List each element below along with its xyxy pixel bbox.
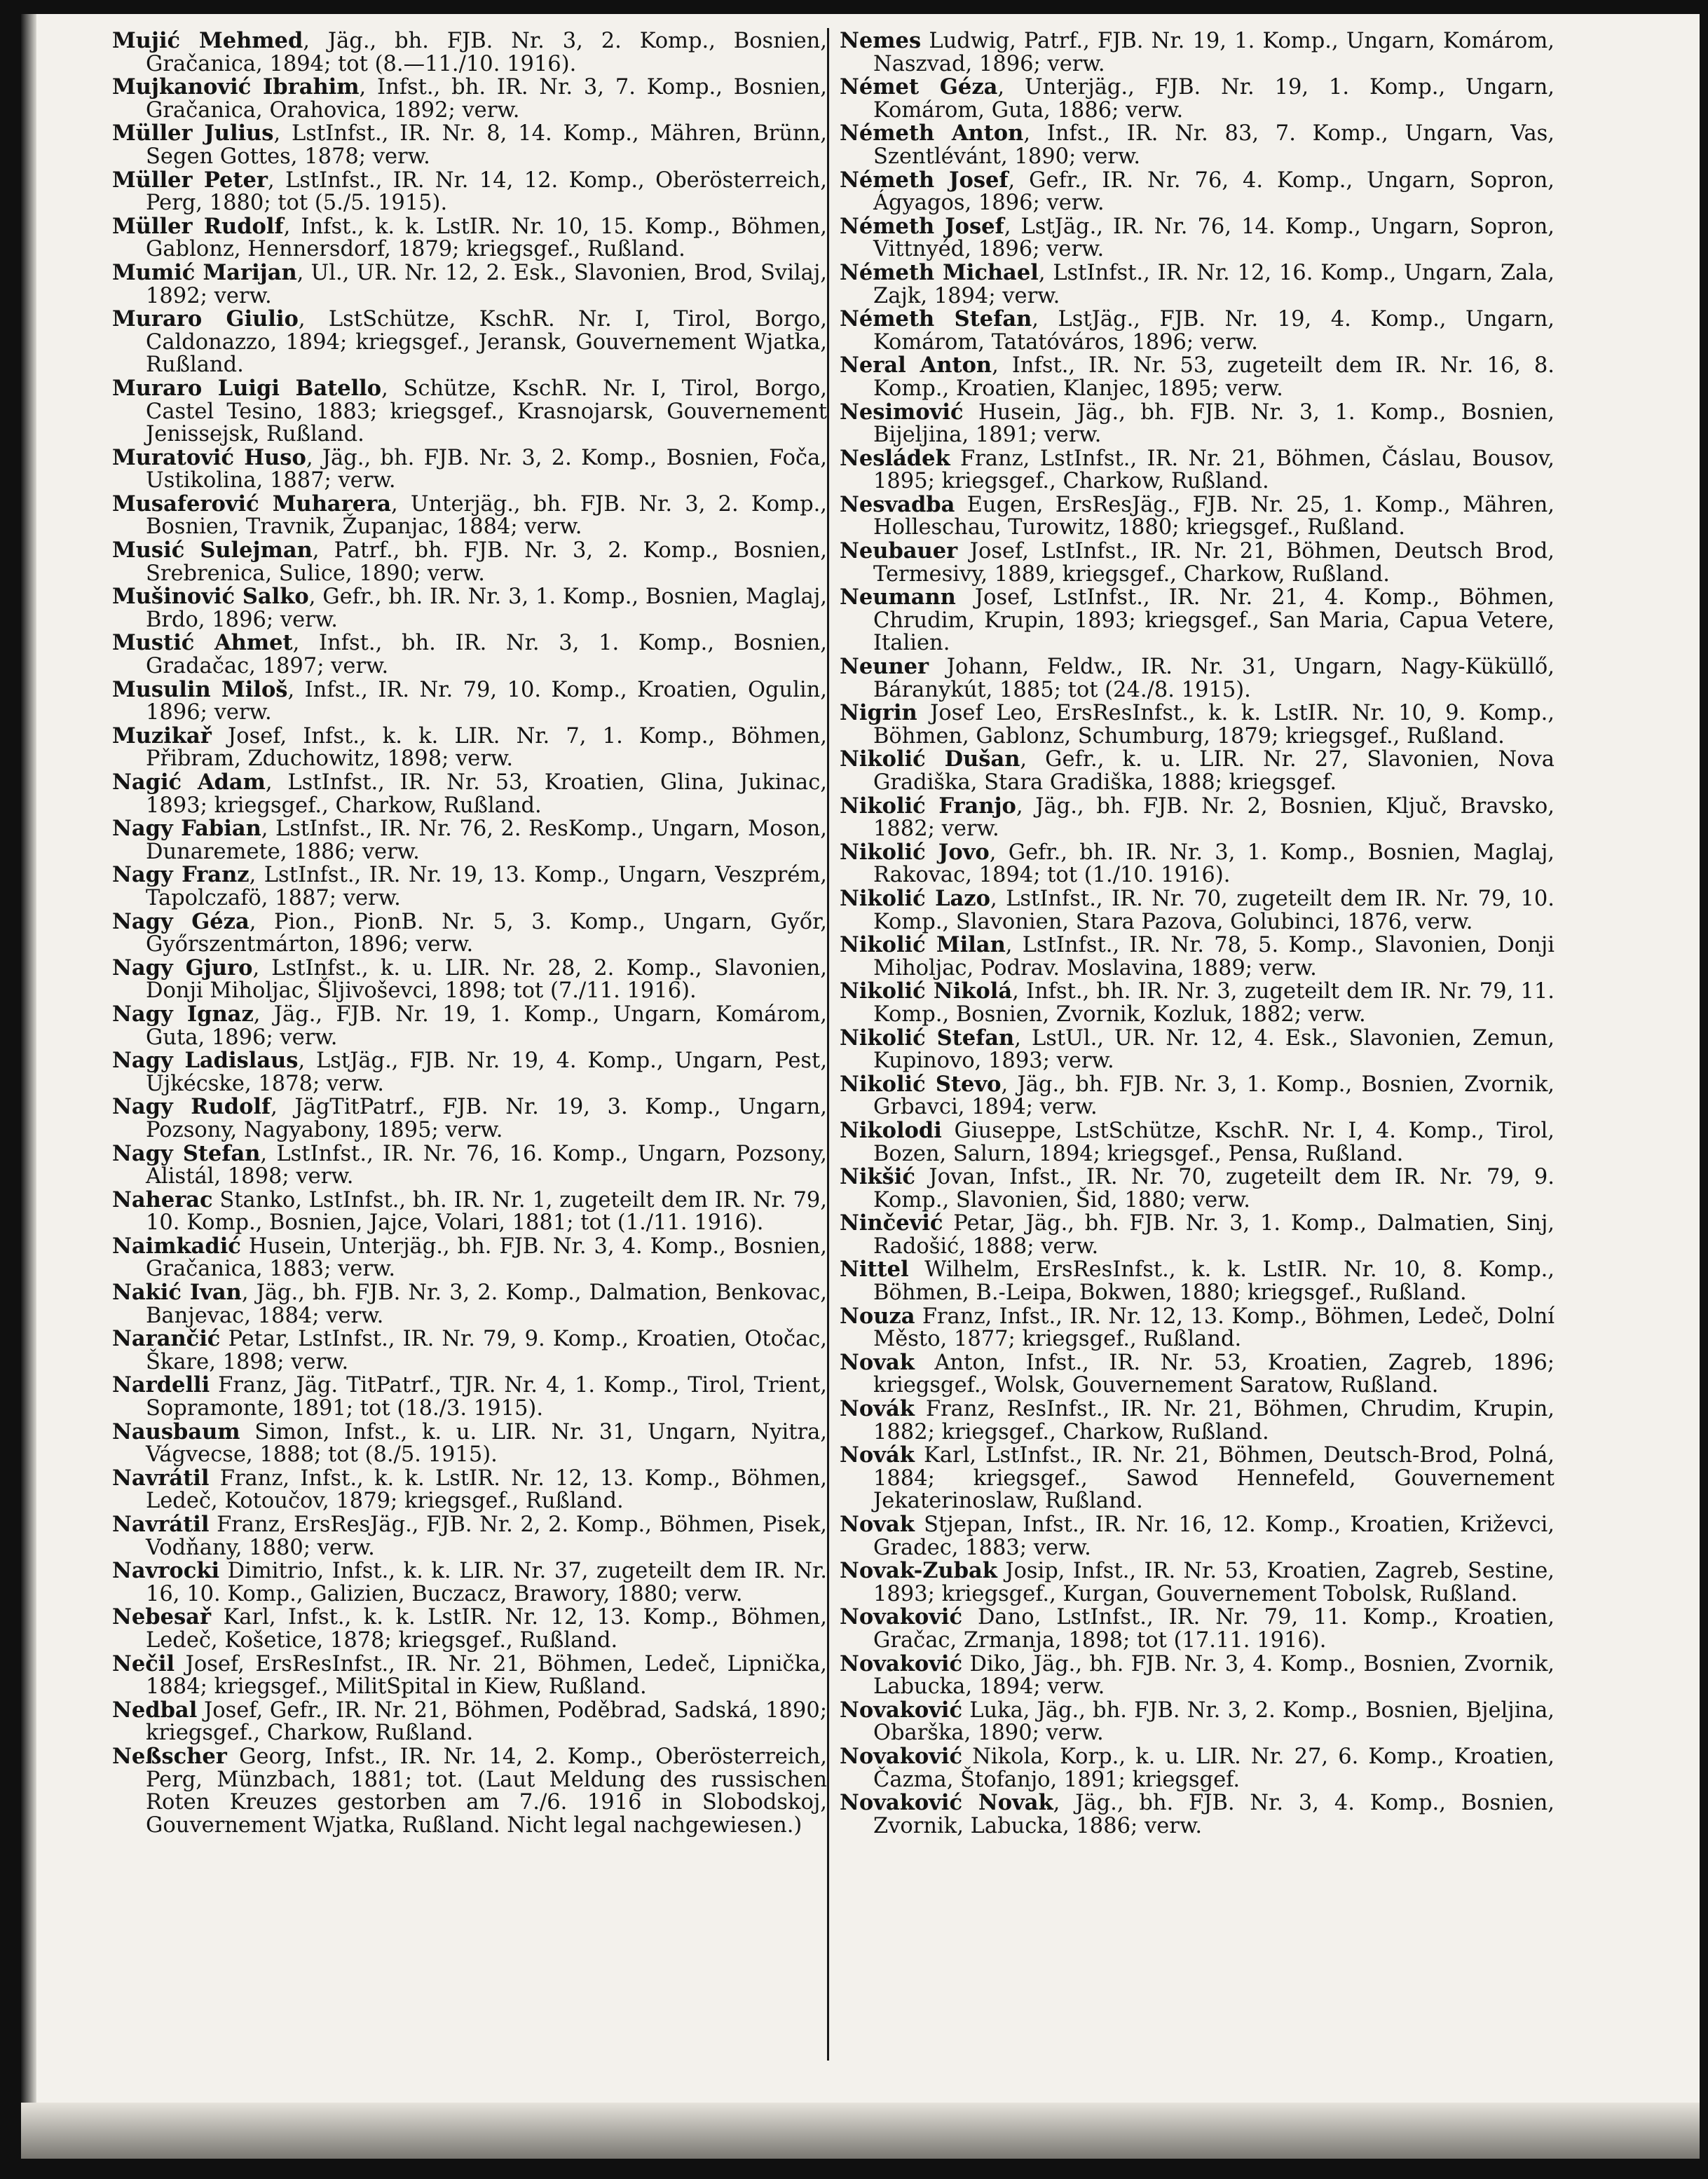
entry-name: Németh Anton — [840, 121, 1024, 146]
entry-details: , LstInfst., IR. Nr. 78, 5. Komp., Slavonien, Donji Miholjac, Podrav. Moslavina, 1889; verw. — [873, 933, 1555, 981]
entry — [840, 1166, 1555, 1212]
entry-details: , LstInfst., IR. Nr. 70, zugeteilt dem IR. Nr. 79, 10. Komp., Slavonien, Stara Pazova, Golubinci, 1876, verw. — [873, 886, 1555, 934]
entry-name: Nikolić Dušan — [840, 746, 1020, 772]
entry-name: Nigrin — [840, 700, 917, 726]
entry-name: Novák — [840, 1442, 915, 1468]
entry-details: Stanko, LstInfst., bh. IR. Nr. 1, zugeteilt dem IR. Nr. 79, 10. Komp., Bosnien, Jajce, Volari, 1881; tot (1./11. 1916). — [146, 1187, 827, 1236]
entry-name: Novaković — [840, 1697, 963, 1723]
entry-details: Josef, LstInfst., IR. Nr. 21, Böhmen, Deutsch Brod, Termesivy, 1889, kriegsgef., Charkow, Rußland. — [873, 539, 1555, 587]
entry — [840, 1351, 1555, 1398]
entry-name: Novák — [840, 1396, 915, 1422]
entry-details: , Gefr., bh. IR. Nr. 3, 1. Komp., Bosnien, Maglaj, Brdo, 1896; verw. — [146, 585, 828, 632]
entry-name: Muraro Giulio — [112, 306, 299, 332]
entry — [112, 1421, 827, 1467]
entry-name: Nečil — [112, 1651, 175, 1676]
entry-details: Giuseppe, LstSchütze, KschR. Nr. I, 4. Komp., Tirol, Bozen, Salurn, 1894; kriegsgef., Pensa, Rußland. — [873, 1118, 1555, 1166]
entry-details: , Infst., IR. Nr. 79, 10. Komp., Kroatien, Ogulin, 1896; verw. — [146, 677, 827, 725]
entry-name: Müller Rudolf — [112, 213, 284, 239]
entry — [112, 1467, 827, 1513]
entry-name: Nardelli — [112, 1372, 210, 1398]
entry-name: Neuner — [840, 654, 929, 680]
entry-details: , Gefr., IR. Nr. 76, 4. Komp., Ungarn, Sopron, Ágyagos, 1896; verw. — [873, 168, 1555, 216]
entry-name: Navrátil — [112, 1512, 210, 1537]
entry — [112, 539, 827, 585]
entry — [112, 678, 827, 725]
entry-name: Nikolodi — [840, 1117, 942, 1143]
entry-details: Josef, LstInfst., IR. Nr. 21, 4. Komp., Böhmen, Chrudim, Krupin, 1893; kriegsgef., San Maria, Capua Vetere, Italien. — [873, 585, 1555, 656]
entry — [840, 586, 1555, 655]
entry-details: Franz, LstInfst., IR. Nr. 21, Böhmen, Čáslau, Bousov, 1895; kriegsgef., Charkow, Rußland. — [873, 446, 1555, 494]
page-bottom-shadow — [21, 2103, 1700, 2159]
entry-name: Nikšić — [840, 1164, 915, 1190]
entry-details: , Jäg., bh. FJB. Nr. 3, 1. Komp., Bosnien, Zvornik, Grbavci, 1894; verw. — [873, 1072, 1555, 1120]
entry-details: Simon, Infst., k. u. LIR. Nr. 31, Ungarn, Nyitra, Vágvecse, 1888; tot (8./5. 1915). — [146, 1419, 827, 1468]
entry-details: Franz, ErsResJäg., FJB. Nr. 2, 2. Komp., Böhmen, Pisek, Vodňany, 1880; verw. — [146, 1512, 827, 1560]
entry-details: , Jäg., bh. FJB. Nr. 3, 2. Komp., Dalmation, Benkovac, Banjevac, 1884; verw. — [146, 1280, 827, 1328]
entry — [112, 1374, 827, 1420]
entry-details: , Jäg., bh. FJB. Nr. 2, Bosnien, Ključ, Bravsko, 1882; verw. — [873, 793, 1555, 842]
right-column — [840, 29, 1555, 1838]
entry-name: Muraro Luigi Batello — [112, 375, 382, 401]
entry-details: Husein, Unterjäg., bh. FJB. Nr. 3, 4. Komp., Bosnien, Gračanica, 1883; verw. — [146, 1234, 827, 1282]
entry-name: Nikolić Stevo — [840, 1071, 1002, 1097]
entry — [112, 122, 827, 168]
entry-details: , Schütze, KschR. Nr. I, Tirol, Borgo, Castel Tesino, 1883; kriegsgef., Krasnojarsk, Gouvernement Jenissejsk, Rußland. — [146, 376, 827, 447]
entry-name: Nausbaum — [112, 1419, 240, 1444]
entry-name: Musić Sulejman — [112, 538, 313, 563]
entry-name: Németh Josef — [840, 167, 1009, 193]
entry-name: Nakić Ivan — [112, 1280, 242, 1306]
entry-name: Nagić Adam — [112, 770, 266, 795]
entry-details: Josip, Infst., IR. Nr. 53, Kroatien, Zagreb, Sestine, 1893; kriegsgef., Kurgan, Gouvernement Tobolsk, Rußland. — [873, 1559, 1555, 1606]
entry — [840, 261, 1555, 308]
entry — [840, 934, 1555, 980]
entry-name: Nagy Ladislaus — [112, 1048, 299, 1074]
entry-name: Németh Michael — [840, 259, 1039, 285]
entry-details: Eugen, ErsResJäg., FJB. Nr. 25, 1. Komp., Mähren, Holleschau, Turowitz, 1880; kriegsgef., Rußland. — [873, 492, 1555, 540]
entry — [112, 308, 827, 377]
entry-name: Ninčević — [840, 1210, 943, 1236]
entry — [840, 1791, 1555, 1838]
entry — [840, 29, 1555, 76]
entry — [112, 1327, 827, 1374]
entry — [112, 1745, 827, 1837]
entry — [112, 725, 827, 771]
entry — [112, 76, 827, 122]
entry — [840, 1305, 1555, 1351]
entry-details: , Jäg., bh. FJB. Nr. 3, 2. Komp., Bosnien, Gračanica, 1894; tot (8.—11./10. 1916). — [146, 29, 827, 76]
entry — [840, 76, 1555, 122]
entry-details: Dimitrio, Infst., k. k. LIR. Nr. 37, zugeteilt dem IR. Nr. 16, 10. Komp., Galizien, Buczacz, Brawory, 1880; verw. — [146, 1559, 827, 1606]
entry — [840, 169, 1555, 215]
entry — [840, 1559, 1555, 1606]
entry-name: Nesládek — [840, 445, 950, 471]
entry-name: Musulin Miloš — [112, 676, 288, 702]
entry — [840, 1513, 1555, 1559]
entry — [840, 841, 1555, 887]
entry-details: , Infst., IR. Nr. 83, 7. Komp., Ungarn, Vas, Szentlévánt, 1890; verw. — [873, 121, 1555, 169]
entry — [112, 1095, 827, 1142]
entry — [840, 1119, 1555, 1166]
entry-name: Mumić Marijan — [112, 259, 297, 285]
entry — [840, 1606, 1555, 1652]
entry — [112, 817, 827, 863]
entry — [840, 1073, 1555, 1119]
entry-name: Musaferović Muharera — [112, 491, 391, 517]
entry-name: Nesvadba — [840, 491, 955, 517]
entry-details: , Pion., PionB. Nr. 5, 3. Komp., Ungarn, Győr, Győrszentmárton, 1896; verw. — [146, 909, 827, 957]
entry-details: , Jäg., bh. FJB. Nr. 3, 2. Komp., Bosnien, Foča, Ustikolina, 1887; verw. — [146, 445, 827, 493]
entry — [840, 1745, 1555, 1791]
entry-name: Novak-Zubak — [840, 1558, 997, 1584]
left-column — [112, 29, 827, 1837]
entry — [112, 863, 827, 910]
entry-details: , LstUl., UR. Nr. 12, 4. Esk., Slavonien, Zemun, Kupinovo, 1893; verw. — [873, 1025, 1555, 1074]
page-edge-shadow — [21, 14, 36, 2159]
entry — [840, 795, 1555, 841]
entry — [112, 910, 827, 957]
entry-name: Mujić Mehmed — [112, 28, 303, 53]
entry-details: , LstJäg., IR. Nr. 76, 14. Komp., Ungarn, Sopron, Vittnyéd, 1896; verw. — [873, 214, 1555, 262]
entry-details: Franz, Infst., k. k. LstIR. Nr. 12, 13. Komp., Böhmen, Ledeč, Kotoučov, 1879; kriegsgef., Rußland. — [146, 1466, 827, 1514]
entry-name: Müller Peter — [112, 167, 268, 193]
entry — [112, 169, 827, 215]
entry-name: Mujkanović Ibrahim — [112, 74, 360, 100]
entry-name: Nagy Franz — [112, 862, 250, 888]
entry-details: Luka, Jäg., bh. FJB. Nr. 3, 2. Komp., Bosnien, Bjeljina, Obarška, 1890; verw. — [873, 1698, 1555, 1746]
entry-name: Nagy Géza — [112, 908, 250, 934]
entry-name: Neral Anton — [840, 353, 992, 378]
entry-details: Karl, LstInfst., IR. Nr. 21, Böhmen, Deutsch-Brod, Polná, 1884; kriegsgef., Sawod Hennefeld, Gouvernement Jekaterinoslaw, Rußland. — [873, 1443, 1555, 1514]
entry — [112, 585, 827, 631]
document-page — [21, 14, 1700, 2159]
entry-name: Nikolić Lazo — [840, 885, 990, 911]
entry-name: Novak — [840, 1349, 915, 1375]
entry-details: Anton, Infst., IR. Nr. 53, Kroatien, Zagreb, 1896; kriegsgef., Wolsk, Gouvernement Saratow, Rußland. — [873, 1350, 1555, 1398]
entry-details: , Infst., IR. Nr. 53, zugeteilt dem IR. Nr. 16, 8. Komp., Kroatien, Klanjec, 1895; verw. — [873, 353, 1555, 401]
entry — [112, 1189, 827, 1235]
entry-name: Nedbal — [112, 1697, 198, 1723]
entry-details: Stjepan, Infst., IR. Nr. 16, 12. Komp., Kroatien, Križevci, Gradec, 1883; verw. — [873, 1512, 1555, 1560]
entry-name: Németh Josef — [840, 213, 1004, 239]
entry-details: Petar, Jäg., bh. FJB. Nr. 3, 1. Komp., Dalmatien, Sinj, Radošić, 1888; verw. — [873, 1211, 1555, 1259]
entry-name: Nikolić Stefan — [840, 1025, 1015, 1051]
entry-details: , LstInfst., k. u. LIR. Nr. 28, 2. Komp., Slavonien, Donji Miholjac, Šljivoševci, 1898; tot (7./11. 1916). — [146, 955, 827, 1004]
entry-name: Narančić — [112, 1326, 221, 1352]
entry-details: Franz, Infst., IR. Nr. 12, 13. Komp., Böhmen, Ledeč, Dolní Město, 1877; kriegsgef., Rußland. — [873, 1304, 1555, 1352]
entry — [840, 215, 1555, 261]
entry — [840, 655, 1555, 702]
entry — [840, 748, 1555, 794]
entry — [840, 122, 1555, 168]
entry-name: Naimkadić — [112, 1233, 241, 1259]
entry-name: Navrátil — [112, 1465, 210, 1491]
entry — [112, 377, 827, 446]
entry-details: , Jäg., FJB. Nr. 19, 1. Komp., Ungarn, Komárom, Guta, 1896; verw. — [146, 1002, 827, 1050]
entry-details: Husein, Jäg., bh. FJB. Nr. 3, 1. Komp., Bosnien, Bijeljina, 1891; verw. — [873, 399, 1555, 448]
entry-name: Novaković — [840, 1604, 963, 1630]
entry-details: , Infst., bh. IR. Nr. 3, 1. Komp., Bosnien, Gradačac, 1897; verw. — [146, 631, 827, 679]
entry-name: Nagy Ignaz — [112, 1001, 254, 1027]
entry-name: Nikolić Nikolá — [840, 978, 1013, 1004]
entry-details: , LstInfst., IR. Nr. 19, 13. Komp., Ungarn, Veszprém, Tapolczafö, 1887; verw. — [146, 863, 827, 910]
entry-details: , Gefr., bh. IR. Nr. 3, 1. Komp., Bosnien, Maglaj, Rakovac, 1894; tot (1./10. 1916). — [873, 840, 1555, 888]
entry-details: , LstInfst., IR. Nr. 76, 2. ResKomp., Ungarn, Moson, Dunaremete, 1886; verw. — [146, 817, 827, 864]
entry — [112, 1606, 827, 1652]
entry — [840, 1212, 1555, 1258]
entry-name: Naherac — [112, 1187, 213, 1213]
entry-details: , Unterjäg., FJB. Nr. 19, 1. Komp., Ungarn, Komárom, Guta, 1886; verw. — [873, 75, 1555, 123]
entry-details: , JägTitPatrf., FJB. Nr. 19, 3. Komp., Ungarn, Pozsony, Nagyabony, 1895; verw. — [146, 1095, 827, 1142]
entry-name: Nagy Rudolf — [112, 1094, 271, 1120]
entry-details: , LstInfst., IR. Nr. 12, 16. Komp., Ungarn, Zala, Zajk, 1894; verw. — [873, 260, 1555, 308]
entry-details: , LstSchütze, KschR. Nr. I, Tirol, Borgo, Caldonazzo, 1894; kriegsgef., Jeransk, Gouvernement Wjatka, Rußland. — [146, 307, 827, 378]
entry-name: Nagy Stefan — [112, 1140, 261, 1166]
entry-details: Diko, Jäg., bh. FJB. Nr. 3, 4. Komp., Bosnien, Zvornik, Labucka, 1894; verw. — [873, 1651, 1555, 1700]
entry — [112, 29, 827, 76]
entry-details: Wilhelm, ErsResInfst., k. k. LstIR. Nr. 10, 8. Komp., Böhmen, B.-Leipa, Bokwen, 1880; kriegsgef., Rußland. — [873, 1257, 1555, 1306]
entry-name: Muzikař — [112, 723, 212, 749]
entry — [112, 957, 827, 1003]
entry-details: Josef, ErsResInfst., IR. Nr. 21, Böhmen, Ledeč, Lipnička, 1884; kriegsgef., MilitSpital in Kiew, Rußland. — [146, 1651, 827, 1700]
entry-details: , LstJäg., FJB. Nr. 19, 4. Komp., Ungarn, Pest, Újkécske, 1878; verw. — [146, 1048, 828, 1096]
entry — [112, 1003, 827, 1049]
entry-details: Dano, LstInfst., IR. Nr. 79, 11. Komp., Kroatien, Gračac, Zrmanja, 1898; tot (17.11. 1916). — [873, 1605, 1555, 1653]
entry — [112, 493, 827, 539]
entry-details: , Ul., UR. Nr. 12, 2. Esk., Slavonien, Brod, Svilaj, 1892; verw. — [146, 260, 827, 308]
entry-details: , Gefr., k. u. LIR. Nr. 27, Slavonien, Nova Gradiška, Stara Gradiška, 1888; kriegsgef. — [873, 747, 1555, 795]
entry-name: Neßscher — [112, 1743, 227, 1769]
entry-name: Novak — [840, 1512, 915, 1537]
entry-details: Josef Leo, ErsResInfst., k. k. LstIR. Nr. 10, 9. Komp., Böhmen, Gablonz, Schumburg, 1879; kriegsgef., Rußland. — [873, 701, 1555, 749]
entry-name: Navrocki — [112, 1558, 220, 1584]
entry-details: , LstInfst., IR. Nr. 76, 16. Komp., Ungarn, Pozsony, Alistál, 1898; verw. — [146, 1141, 828, 1189]
entry-name: Nikolić Milan — [840, 932, 1006, 958]
entry-details: Nikola, Korp., k. u. LIR. Nr. 27, 6. Komp., Kroatien, Čazma, Štofanjo, 1891; kriegsgef. — [873, 1744, 1555, 1792]
entry-details: Georg, Infst., IR. Nr. 14, 2. Komp., Oberösterreich, Perg, Münzbach, 1881; tot. (Laut Meldung des russischen Roten Kreuzes gestorben am 7./6. 1916 in Slobodskoj, Gouvernement Wjatka, Rußland. Nicht legal nachgewiesen.) — [146, 1744, 827, 1838]
entry-details: Petar, LstInfst., IR. Nr. 79, 9. Komp., Kroatien, Otočac, Škare, 1898; verw. — [146, 1327, 827, 1374]
entry — [840, 980, 1555, 1026]
entry-name: Németh Stefan — [840, 306, 1032, 332]
entry-name: Novaković — [840, 1651, 963, 1676]
entry-details: , Jäg., bh. FJB. Nr. 3, 4. Komp., Bosnien, Zvornik, Labucka, 1886; verw. — [873, 1791, 1555, 1838]
entry-name: Nikolić Franjo — [840, 793, 1016, 819]
entry — [112, 1699, 827, 1745]
entry-name: Nemes — [840, 28, 922, 53]
entry-name: Neubauer — [840, 538, 958, 564]
entry — [112, 1142, 827, 1189]
entry — [112, 215, 827, 261]
entry — [112, 631, 827, 678]
entry — [840, 1398, 1555, 1444]
entry — [112, 446, 827, 493]
entry-details: Franz, ResInfst., IR. Nr. 21, Böhmen, Chrudim, Krupin, 1882; kriegsgef., Charkow, Rußland. — [873, 1397, 1555, 1444]
entry-name: Mustić Ahmet — [112, 630, 293, 656]
entry-details: , LstInfst., IR. Nr. 14, 12. Komp., Oberösterreich, Perg, 1880; tot (5./5. 1915). — [146, 168, 827, 216]
entry-details: , Patrf., bh. FJB. Nr. 3, 2. Komp., Bosnien, Srebrenica, Sulice, 1890; verw. — [146, 538, 827, 586]
entry-name: Nittel — [840, 1257, 909, 1283]
column-divider — [827, 28, 829, 2061]
entry-details: Jovan, Infst., IR. Nr. 70, zugeteilt dem IR. Nr. 79, 9. Komp., Slavonien, Šid, 1880; verw. — [873, 1165, 1555, 1213]
entry — [840, 1444, 1555, 1513]
entry — [840, 1653, 1555, 1699]
entry-name: Nebesař — [112, 1604, 212, 1630]
entry-name: Mušinović Salko — [112, 584, 309, 610]
entry — [112, 1559, 827, 1606]
entry — [112, 1281, 827, 1327]
entry-name: Muratović Huso — [112, 444, 306, 470]
entry — [840, 401, 1555, 447]
entry-name: Novaković — [840, 1743, 963, 1769]
entry-details: , LstInfst., IR. Nr. 53, Kroatien, Glina, Jukinac, 1893; kriegsgef., Charkow, Rußland. — [146, 770, 827, 818]
entry — [112, 1049, 827, 1095]
entry-details: Josef, Infst., k. k. LIR. Nr. 7, 1. Komp., Böhmen, Přibram, Zduchowitz, 1898; verw. — [146, 723, 827, 772]
entry — [840, 702, 1555, 748]
entry — [840, 540, 1555, 586]
entry — [840, 1027, 1555, 1073]
entry-name: Nesimović — [840, 399, 964, 425]
entry-details: Franz, Jäg. TitPatrf., TJR. Nr. 4, 1. Komp., Tirol, Trient, Sopramonte, 1891; tot (18./3. 1915). — [146, 1373, 827, 1421]
entry-details: Josef, Gefr., IR. Nr. 21, Böhmen, Poděbrad, Sadská, 1890; kriegsgef., Charkow, Rußland. — [146, 1698, 827, 1746]
entry-details: Karl, Infst., k. k. LstIR. Nr. 12, 13. Komp., Böhmen, Ledeč, Košetice, 1878; kriegsgef., Rußland. — [146, 1605, 827, 1653]
entry-details: , Unterjäg., bh. FJB. Nr. 3, 2. Komp., Bosnien, Travnik, Županjac, 1884; verw. — [146, 491, 827, 540]
entry — [112, 261, 827, 308]
entry-details: Ludwig, Patrf., FJB. Nr. 19, 1. Komp., Ungarn, Komárom, Naszvad, 1896; verw. — [873, 29, 1555, 76]
entry-details: , Infst., bh. IR. Nr. 3, zugeteilt dem IR. Nr. 79, 11. Komp., Bosnien, Zvornik, Kozluk, 1882; verw. — [873, 979, 1555, 1027]
entry-name: Novaković Novak — [840, 1790, 1053, 1816]
entry-details: , LstJäg., FJB. Nr. 19, 4. Komp., Ungarn, Komárom, Tatatóváros, 1896; verw. — [873, 307, 1555, 355]
entry-details: , LstInfst., IR. Nr. 8, 14. Komp., Mähren, Brünn, Segen Gottes, 1878; verw. — [146, 121, 827, 169]
entry — [112, 1235, 827, 1281]
entry — [840, 354, 1555, 400]
entry-details: , Infst., k. k. LstIR. Nr. 10, 15. Komp., Böhmen, Gablonz, Hennersdorf, 1879; kriegsgef., Rußland. — [146, 214, 827, 262]
entry — [112, 771, 827, 817]
entry-name: Nikolić Jovo — [840, 839, 990, 865]
entry — [840, 1699, 1555, 1745]
entry-details: , Infst., bh. IR. Nr. 3, 7. Komp., Bosnien, Gračanica, Orahovica, 1892; verw. — [146, 75, 828, 123]
entry-name: Nagy Gjuro — [112, 955, 253, 981]
entry-details: Johann, Feldw., IR. Nr. 31, Ungarn, Nagy-Küküllő, Báranykút, 1885; tot (24./8. 1915). — [873, 655, 1555, 702]
entry — [840, 308, 1555, 354]
entry-name: Nagy Fabian — [112, 816, 261, 842]
entry — [840, 1258, 1555, 1304]
entry — [112, 1653, 827, 1699]
entry-name: Nouza — [840, 1303, 915, 1329]
entry-name: Müller Julius — [112, 121, 274, 146]
entry — [840, 493, 1555, 540]
entry — [840, 447, 1555, 493]
entry — [112, 1513, 827, 1559]
entry — [840, 887, 1555, 934]
entry-name: Neumann — [840, 585, 956, 610]
entry-name: Német Géza — [840, 74, 998, 100]
